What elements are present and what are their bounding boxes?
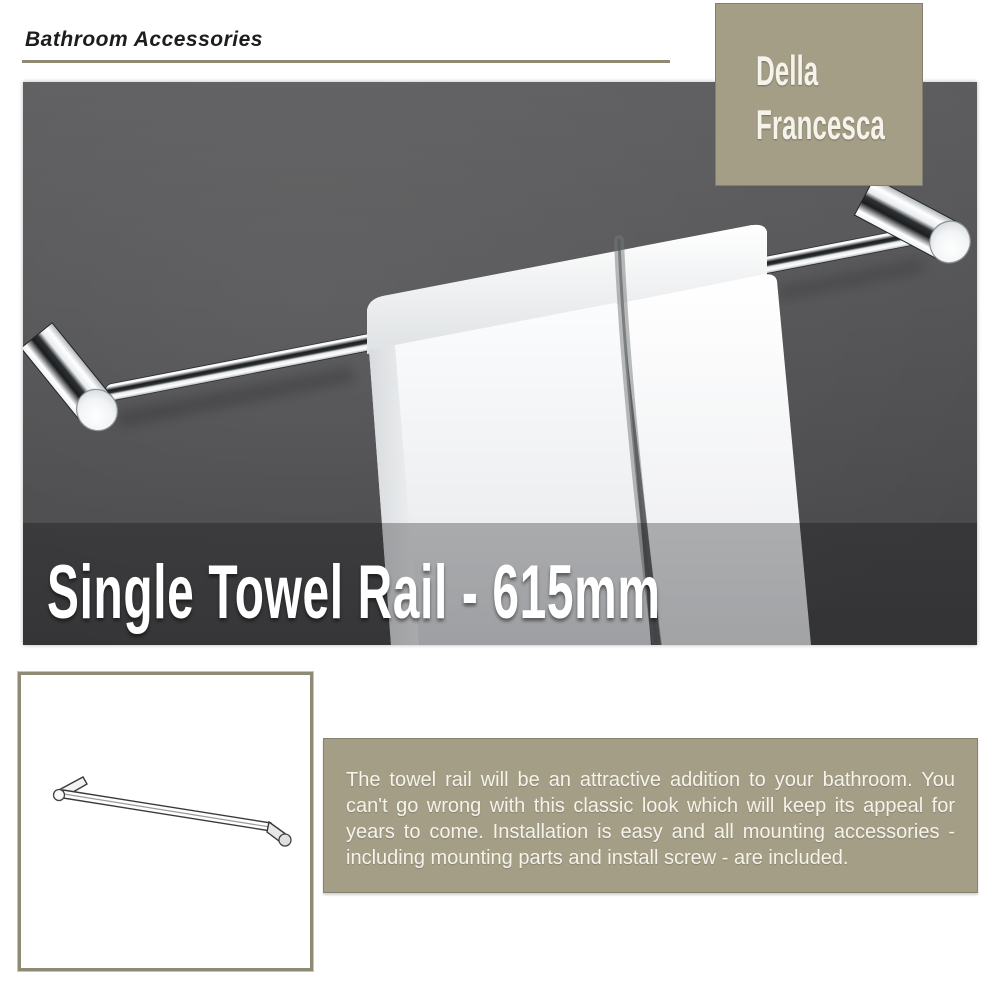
product-thumbnail: [18, 672, 313, 971]
thumb-right-cap: [279, 834, 291, 846]
caption-banner: [23, 523, 977, 645]
thumb-left-cap: [54, 790, 65, 801]
towel-rail-line-drawing: [21, 675, 310, 968]
description-panel: [323, 738, 978, 893]
brand-line-1: Della: [756, 47, 819, 94]
page-title: Bathroom Accessories: [25, 28, 263, 51]
caption-text: Single Towel Rail - 615mm: [47, 550, 661, 635]
heading-underline: [22, 60, 670, 63]
thumb-bar-shade: [64, 794, 270, 827]
brand-line-2: Francesca: [756, 101, 885, 148]
brand-badge: [715, 3, 923, 186]
description-text: The towel rail will be an attractive addition to your bathroom. You can't go wrong with this classic look which will keep its appeal for years to come. Installation is easy and all mounting accessories - including mounting parts and install screw - are included.: [346, 769, 955, 869]
